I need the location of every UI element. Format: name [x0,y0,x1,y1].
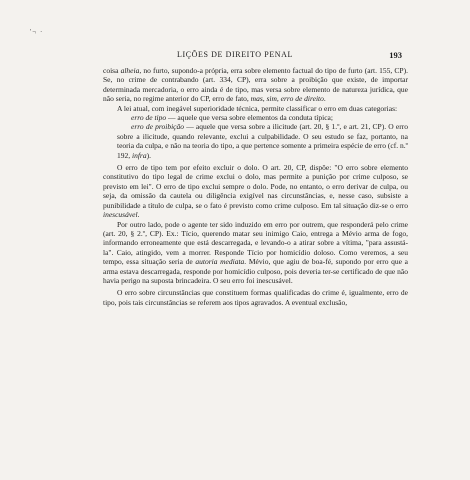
text-run: ). [146,150,151,160]
paragraph [103,288,408,307]
paragraph [103,104,408,113]
italic-text: erro de proibição [131,122,184,132]
italic-text: mas, sim, erro de direito [250,94,324,104]
text-run: Por outro lado, pode o agente ter sido induzido em erro por outrem, que responderá pelo crime (art. 20, § 2.º, CP). Ex.: Tício, querendo matar seu inimigo Caio, entrega a Mévio arma de fogo, informando erroneamente que está descarregada, e levando-o a atirar sobre a vítima, "para assustá-la". Caio, atingido, vem a morrer. Responde Tício por homicídio doloso. Como veremos, a seu tempo, essa situação seria de [103,219,408,267]
italic-text: erro de tipo [131,113,167,123]
text-run: O erro sobre circunstâncias que constituem formas qualificadas do crime é, igualmente, erro de tipo, pois tais circunstâncias se referem aos tipos agravados. A eventual exclusão, [103,288,408,307]
text-run: . Mévio, que agiu de boa-fé, supondo por erro que a arma estava descarregada, responde por homicídio culposo, pois deveria ter-se certificado de que não havia perigo na suposta brincadeira. O seu erro foi inescusável. [103,257,408,285]
paragraph [103,113,408,122]
italic-text: infra [132,150,147,160]
paragraph [103,163,408,219]
italic-text: autoria mediata [195,257,245,267]
page-number: 193 [389,50,402,60]
text-run: coisa [103,66,121,75]
corner-mark: '¬ · [30,28,44,36]
paragraph [103,66,408,104]
text-run: . [137,210,140,220]
text-run: — aquele que versa sobre elementos da conduta típica; [166,113,333,123]
paragraph [103,220,408,286]
text-run: O erro de tipo tem por efeito excluir o dolo. O art. 20, CP, dispõe: "O erro sobre elemento constitutivo do tipo legal de crime exclui o dolo, mas permite a punição por crime culposo, se previsto em lei". O erro de tipo exclui sempre o dolo. Pode, no entanto, o erro derivar de culpa, ou seja, da omissão da cautela ou diligência exigível nas circunstâncias, e, nesse caso, subsiste a punibilidade a título de culpa, se o fato é previsto como crime culposo. Em tal situação diz-se o erro [103,163,408,210]
running-head: LIÇÕES DE DIREITO PENAL [176,50,294,59]
text-run: , no furto, supondo-a própria, erra sobre elemento factual do tipo de furto (art. 155, CP). Se, no crime de contrabando (art. 334, CP), erra sobre a proibição que existe, de importar determinada mercadoria, o erro ainda é de tipo, mas versa sobre elemento de natureza jurídica, que não seria, no regime anterior do CP, erro de fato, [103,66,408,104]
body-text [103,66,408,307]
text-run: — aquele que versa sobre a ilicitude (art. 20, § 1.º, e art. 21, CP). O erro sobre a ilicitude, quando relevante, exclui a culpabilidade. O seu estudo se faz, portanto, na teoria da culpa, e não na teoria do tipo, a que pertence somente a primeira espécie de erro (cf. n.º 192, [117,122,408,160]
italic-text: inescusável [103,210,138,220]
text-run: . [323,94,326,104]
text-run: A lei atual, com inegável superioridade técnica, permite classificar o erro em duas categorias: [117,103,398,113]
italic-text: alheia [120,66,140,75]
paragraph [103,122,408,160]
